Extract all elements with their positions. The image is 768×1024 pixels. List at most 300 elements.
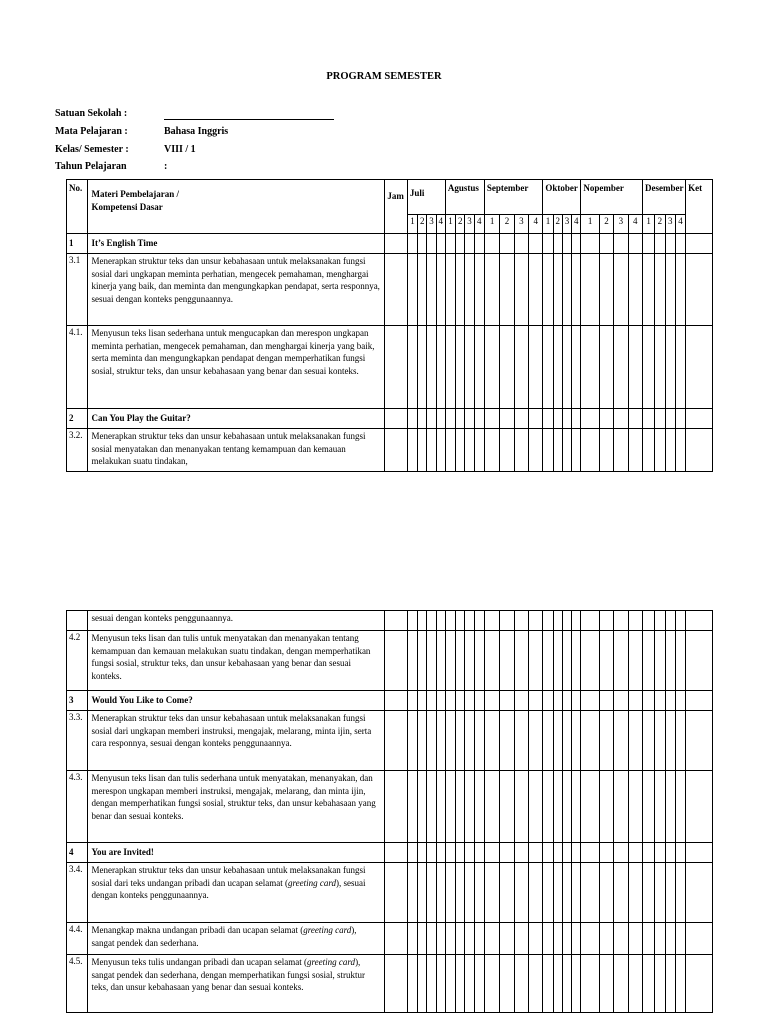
schedule-cell: [445, 631, 455, 691]
schedule-cell: [529, 771, 543, 843]
schedule-cell: [543, 923, 553, 955]
week-cell: 1: [642, 215, 654, 234]
competency-text-part: ), sesuai dengan konteks penggunaannya.: [91, 877, 366, 900]
schedule-cell: [543, 955, 553, 1013]
week-cell: 4: [572, 215, 581, 234]
schedule-cell: [572, 611, 581, 631]
schedule-cell: [456, 326, 465, 409]
schedule-cell: [500, 326, 514, 409]
schedule-cell: [465, 711, 474, 771]
schedule-cell: [456, 955, 465, 1013]
schedule-cell: [553, 254, 562, 326]
schedule-cell: [543, 326, 553, 409]
schedule-cell: [553, 771, 562, 843]
competency-text: Menyusun teks lisan dan tulis untuk menyatakan dan menanyakan tentang kemampuan dan kemauan melakukan suatu tindakan, dengan memperhatikan fungsi sosial, struktur teks, dan unsur kebahasaan yang benar dan sesuai konteks.: [87, 631, 385, 691]
schedule-cell: [643, 863, 655, 923]
competency-text: [87, 863, 385, 923]
schedule-cell: [529, 691, 543, 711]
schedule-cell: [427, 409, 436, 429]
row-number: 4.1.: [67, 326, 88, 409]
schedule-cell: [474, 863, 484, 923]
schedule-cell: [529, 611, 543, 631]
schedule-cell: [642, 234, 654, 254]
section-title: Can You Play the Guitar?: [87, 409, 385, 429]
ket-cell: [686, 691, 713, 711]
row-number: 4: [67, 843, 88, 863]
schedule-cell: [456, 234, 465, 254]
week-cell: 4: [529, 215, 543, 234]
competency-text: Menyusun teks lisan dan tulis sederhana untuk menyatakan, menanyakan, dan merespon ungkapan memberi instruksi, mengajak, melarang, dan minta ijin, dengan memperhatikan fungsi sosial, struktur teks, dan unsur kebahasaan yang benar dan sesuai konteks.: [87, 771, 385, 843]
week-cell: 4: [675, 215, 685, 234]
schedule-cell: [675, 711, 685, 771]
schedule-cell: [474, 409, 484, 429]
schedule-cell: [614, 611, 628, 631]
schedule-cell: [614, 326, 628, 409]
schedule-cell: [514, 923, 528, 955]
schedule-cell: [456, 923, 465, 955]
class-value: VIII / 1: [164, 144, 196, 155]
schedule-cell: [614, 923, 628, 955]
school-label: Satuan Sekolah :: [55, 108, 128, 119]
schedule-cell: [407, 429, 417, 472]
schedule-cell: [543, 409, 553, 429]
row-number: 3.1: [67, 254, 88, 326]
schedule-cell: [562, 955, 571, 1013]
schedule-cell: [407, 234, 417, 254]
ket-cell: [686, 843, 713, 863]
schedule-cell: [500, 429, 514, 472]
schedule-cell: [407, 409, 417, 429]
year-label: Tahun Pelajaran: [55, 161, 127, 172]
schedule-cell: [465, 843, 474, 863]
schedule-cell: [614, 863, 628, 923]
schedule-cell: [418, 611, 427, 631]
week-cell: 3: [427, 215, 436, 234]
header-jam: [385, 180, 408, 234]
schedule-cell: [572, 326, 581, 409]
schedule-cell: [642, 326, 654, 409]
jam-cell: [385, 843, 408, 863]
ket-cell: [686, 771, 713, 843]
schedule-cell: [572, 409, 581, 429]
schedule-cell: [484, 409, 499, 429]
schedule-cell: [445, 863, 455, 923]
competency-text-italic: greeting card: [306, 957, 356, 967]
schedule-cell: [500, 691, 514, 711]
schedule-cell: [456, 691, 465, 711]
schedule-cell: [543, 234, 553, 254]
jam-cell: [385, 863, 408, 923]
schedule-cell: [614, 631, 628, 691]
schedule-cell: [642, 254, 654, 326]
schedule-cell: [514, 326, 528, 409]
week-cell: 3: [614, 215, 628, 234]
schedule-cell: [553, 711, 562, 771]
schedule-cell: [474, 771, 484, 843]
header-month-oktober: [543, 180, 581, 215]
schedule-cell: [418, 429, 427, 472]
schedule-cell: [665, 955, 675, 1013]
schedule-cell: [418, 923, 427, 955]
schedule-cell: [427, 843, 436, 863]
schedule-cell: [553, 429, 562, 472]
month-nopember-label: Nopember: [583, 183, 624, 193]
schedule-cell: [562, 691, 571, 711]
header-no: [67, 180, 88, 234]
schedule-cell: [465, 863, 474, 923]
schedule-cell: [628, 429, 642, 472]
schedule-cell: [553, 923, 562, 955]
schedule-cell: [665, 234, 675, 254]
competency-text: sesuai dengan konteks penggunaannya.: [87, 611, 385, 631]
table-header-row: [67, 180, 713, 215]
schedule-cell: [514, 955, 528, 1013]
schedule-cell: [436, 771, 445, 843]
schedule-cell: [427, 691, 436, 711]
schedule-cell: [655, 923, 665, 955]
schedule-cell: [655, 611, 665, 631]
schedule-cell: [675, 326, 685, 409]
header-ket-text: Ket: [688, 183, 703, 193]
schedule-cell: [500, 711, 514, 771]
ket-cell: [686, 631, 713, 691]
schedule-cell: [599, 771, 613, 843]
week-cell: 3: [665, 215, 675, 234]
schedule-cell: [474, 234, 484, 254]
schedule-cell: [543, 429, 553, 472]
schedule-cell: [665, 631, 675, 691]
month-desember-label: Desember: [644, 183, 684, 193]
schedule-cell: [665, 409, 675, 429]
table-row: [67, 409, 713, 429]
schedule-cell: [465, 254, 474, 326]
schedule-cell: [445, 429, 455, 472]
schedule-cell: [445, 843, 455, 863]
ket-cell: [686, 923, 713, 955]
competency-text-part: Menyusun teks tulis undangan pribadi dan ucapan selamat (: [91, 957, 307, 967]
schedule-cell: [465, 611, 474, 631]
schedule-cell: [675, 631, 685, 691]
ket-cell: [686, 254, 713, 326]
schedule-cell: [427, 611, 436, 631]
schedule-cell: [614, 254, 628, 326]
week-cell: 2: [655, 215, 665, 234]
schedule-cell: [665, 923, 675, 955]
jam-cell: [385, 955, 408, 1013]
schedule-cell: [643, 711, 655, 771]
table-row: [67, 429, 713, 472]
schedule-cell: [418, 711, 427, 771]
schedule-cell: [407, 711, 417, 771]
schedule-cell: [484, 234, 499, 254]
week-cell: 3: [514, 215, 528, 234]
schedule-cell: [581, 691, 599, 711]
schedule-cell: [599, 234, 613, 254]
row-number: 4.2: [67, 631, 88, 691]
schedule-cell: [628, 863, 642, 923]
schedule-cell: [445, 691, 455, 711]
week-cell: 1: [581, 215, 599, 234]
schedule-cell: [581, 611, 599, 631]
schedule-cell: [418, 234, 427, 254]
schedule-cell: [407, 254, 417, 326]
jam-cell: [385, 711, 408, 771]
schedule-cell: [562, 254, 571, 326]
schedule-cell: [500, 254, 514, 326]
schedule-cell: [675, 234, 685, 254]
schedule-cell: [529, 631, 543, 691]
row-number: 3.4.: [67, 863, 88, 923]
schedule-cell: [655, 771, 665, 843]
competency-text: [87, 923, 385, 955]
schedule-cell: [445, 254, 455, 326]
schedule-cell: [655, 326, 665, 409]
schedule-cell: [474, 711, 484, 771]
schedule-cell: [484, 691, 499, 711]
schedule-cell: [445, 923, 455, 955]
schedule-cell: [418, 254, 427, 326]
ket-cell: [686, 326, 713, 409]
schedule-cell: [581, 631, 599, 691]
row-number: 3.2.: [67, 429, 88, 472]
schedule-cell: [665, 843, 675, 863]
schedule-cell: [529, 254, 543, 326]
week-cell: 1: [484, 215, 499, 234]
header-month-september: [484, 180, 543, 215]
schedule-cell: [562, 409, 571, 429]
header-materi: [87, 180, 385, 234]
schedule-cell: [500, 611, 514, 631]
header-jam-text: Jam: [387, 191, 404, 201]
schedule-cell: [599, 409, 613, 429]
schedule-cell: [599, 691, 613, 711]
schedule-cell: [484, 631, 499, 691]
month-oktober-label: Oktober: [545, 183, 578, 193]
schedule-cell: [465, 326, 474, 409]
schedule-cell: [529, 863, 543, 923]
jam-cell: [385, 631, 408, 691]
schedule-cell: [675, 429, 685, 472]
schedule-cell: [562, 843, 571, 863]
schedule-cell: [500, 409, 514, 429]
schedule-cell: [484, 611, 499, 631]
schedule-cell: [529, 843, 543, 863]
schedule-cell: [529, 429, 543, 472]
schedule-cell: [436, 711, 445, 771]
schedule-cell: [628, 409, 642, 429]
ket-cell: [686, 409, 713, 429]
schedule-cell: [599, 711, 613, 771]
schedule-cell: [675, 923, 685, 955]
table-row: [67, 254, 713, 326]
schedule-cell: [572, 429, 581, 472]
competency-text-italic: greeting card: [303, 925, 352, 935]
schedule-cell: [572, 254, 581, 326]
schedule-cell: [484, 843, 499, 863]
table-row: [67, 234, 713, 254]
ket-cell: [686, 955, 713, 1013]
section-title: You are Invited!: [87, 843, 385, 863]
schedule-cell: [581, 843, 599, 863]
schedule-cell: [418, 409, 427, 429]
schedule-cell: [599, 254, 613, 326]
ket-cell: [686, 711, 713, 771]
schedule-cell: [628, 955, 642, 1013]
schedule-cell: [418, 863, 427, 923]
jam-cell: [385, 429, 408, 472]
competency-text-part: ), sangat pendek dan sederhana, dengan memperhatikan fungsi sosial, struktur teks, dan unsur kebahasaan yang benar dan sesuai konteks.: [91, 957, 365, 992]
schedule-cell: [543, 254, 553, 326]
header-materi-line1: Materi Pembelajaran /: [91, 189, 179, 199]
schedule-cell: [427, 326, 436, 409]
jam-cell: [385, 326, 408, 409]
competency-text: Menerapkan struktur teks dan unsur kebahasaan untuk melaksanakan fungsi sosial dari ungkapan meminta perhatian, mengecek pemahaman, menghargai kinerja yang baik, dan meminta dan mengungkapkan pendapat, serta responnya, sesuai dengan konteks penggunaannya.: [87, 254, 385, 326]
schedule-cell: [418, 631, 427, 691]
schedule-cell: [665, 771, 675, 843]
schedule-cell: [484, 863, 499, 923]
schedule-cell: [562, 429, 571, 472]
schedule-cell: [500, 843, 514, 863]
schedule-cell: [562, 711, 571, 771]
week-cell: 1: [543, 215, 553, 234]
ket-cell: [686, 611, 713, 631]
schedule-cell: [465, 429, 474, 472]
header-ket: [686, 180, 713, 234]
jam-cell: [385, 923, 408, 955]
schedule-cell: [445, 409, 455, 429]
schedule-cell: [407, 955, 417, 1013]
schedule-cell: [456, 631, 465, 691]
table-row: [67, 771, 713, 843]
schedule-cell: [628, 691, 642, 711]
schedule-cell: [643, 955, 655, 1013]
section-title: Would You Like to Come?: [87, 691, 385, 711]
schedule-cell: [628, 234, 642, 254]
jam-cell: [385, 254, 408, 326]
schedule-cell: [572, 843, 581, 863]
schedule-cell: [543, 771, 553, 843]
schedule-cell: [643, 631, 655, 691]
schedule-cell: [581, 923, 599, 955]
schedule-cell: [500, 771, 514, 843]
schedule-cell: [553, 843, 562, 863]
week-cell: 3: [465, 215, 474, 234]
competency-text-part: Menangkap makna undangan pribadi dan ucapan selamat (: [91, 925, 304, 935]
schedule-cell: [643, 771, 655, 843]
schedule-cell: [553, 863, 562, 923]
schedule-cell: [581, 409, 599, 429]
schedule-cell: [628, 843, 642, 863]
schedule-cell: [484, 254, 499, 326]
schedule-cell: [655, 955, 665, 1013]
schedule-cell: [484, 711, 499, 771]
schedule-cell: [655, 409, 665, 429]
schedule-cell: [514, 429, 528, 472]
schedule-cell: [436, 955, 445, 1013]
schedule-cell: [514, 863, 528, 923]
schedule-cell: [581, 863, 599, 923]
schedule-cell: [427, 955, 436, 1013]
row-number: [67, 611, 88, 631]
schedule-cell: [407, 691, 417, 711]
schedule-cell: [529, 409, 543, 429]
schedule-cell: [456, 711, 465, 771]
schedule-cell: [581, 234, 599, 254]
header-materi-line2: Kompetensi Dasar: [91, 201, 163, 212]
schedule-cell: [456, 771, 465, 843]
month-agustus-label: Agustus: [447, 183, 479, 193]
schedule-cell: [614, 429, 628, 472]
week-cell: 1: [445, 215, 455, 234]
schedule-cell: [643, 843, 655, 863]
schedule-cell: [456, 843, 465, 863]
row-number: 4.5.: [67, 955, 88, 1013]
schedule-cell: [465, 631, 474, 691]
schedule-cell: [599, 326, 613, 409]
schedule-cell: [675, 863, 685, 923]
header-month-desember: [642, 180, 685, 215]
schedule-cell: [562, 631, 571, 691]
competency-text: Menerapkan struktur teks dan unsur kebahasaan untuk melaksanakan fungsi sosial menyatakan dan menanyakan tentang kemampuan dan kemauan melakukan suatu tindakan,: [87, 429, 385, 472]
schedule-cell: [572, 771, 581, 843]
schedule-cell: [445, 611, 455, 631]
schedule-cell: [543, 691, 553, 711]
row-number: 2: [67, 409, 88, 429]
schedule-cell: [407, 923, 417, 955]
row-number: 3.3.: [67, 711, 88, 771]
schedule-cell: [628, 711, 642, 771]
schedule-cell: [543, 631, 553, 691]
schedule-cell: [572, 923, 581, 955]
ket-cell: [686, 429, 713, 472]
competency-text-part: Menerapkan struktur teks dan unsur kebahasaan untuk melaksanakan fungsi sosial dari teks undangan pribadi dan ucapan selamat (: [91, 865, 366, 888]
schedule-cell: [643, 691, 655, 711]
schedule-cell: [436, 631, 445, 691]
jam-cell: [385, 409, 408, 429]
schedule-cell: [543, 711, 553, 771]
row-number: 3: [67, 691, 88, 711]
schedule-cell: [614, 234, 628, 254]
schedule-cell: [655, 234, 665, 254]
page-title: PROGRAM SEMESTER: [326, 71, 442, 82]
schedule-cell: [418, 691, 427, 711]
schedule-cell: [553, 611, 562, 631]
schedule-cell: [665, 326, 675, 409]
jam-cell: [385, 611, 408, 631]
schedule-cell: [427, 863, 436, 923]
schedule-cell: [614, 691, 628, 711]
schedule-cell: [572, 234, 581, 254]
schedule-cell: [529, 326, 543, 409]
schedule-cell: [514, 409, 528, 429]
schedule-cell: [599, 843, 613, 863]
schedule-cell: [407, 863, 417, 923]
schedule-cell: [500, 863, 514, 923]
schedule-cell: [553, 955, 562, 1013]
schedule-cell: [572, 691, 581, 711]
schedule-cell: [445, 326, 455, 409]
header-month-agustus: [445, 180, 484, 215]
schedule-cell: [436, 691, 445, 711]
schedule-cell: [418, 955, 427, 1013]
ket-cell: [686, 863, 713, 923]
schedule-cell: [665, 863, 675, 923]
schedule-cell: [665, 711, 675, 771]
row-number: 1: [67, 234, 88, 254]
schedule-cell: [514, 711, 528, 771]
schedule-cell: [436, 923, 445, 955]
schedule-cell: [456, 611, 465, 631]
